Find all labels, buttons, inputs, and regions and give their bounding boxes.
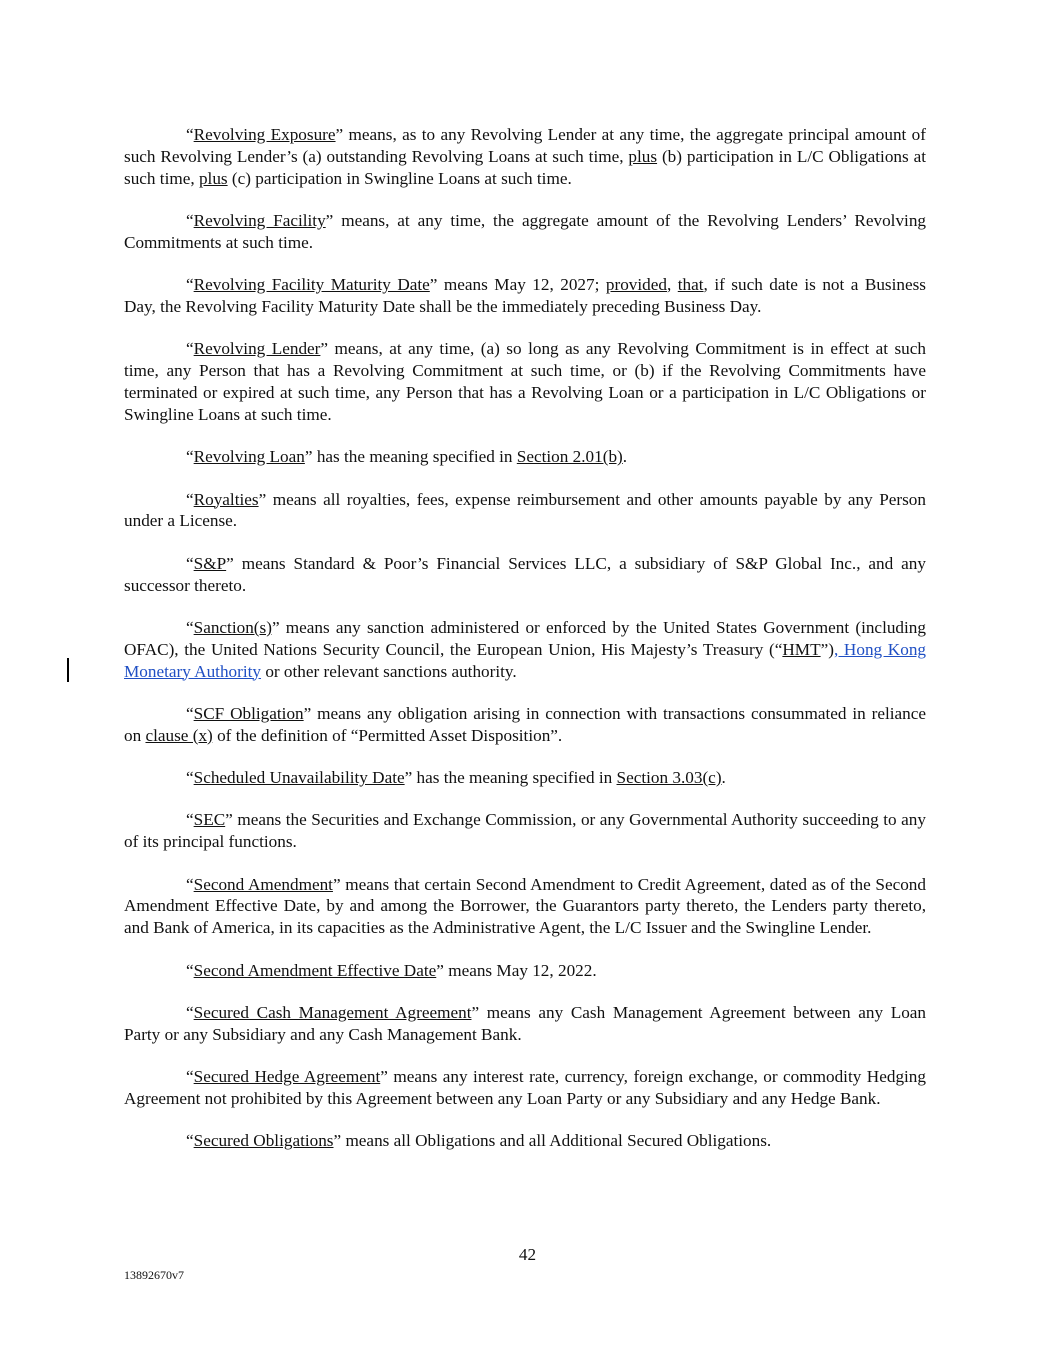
definition-text: .: [721, 768, 726, 788]
definition-sec: [124, 809, 926, 853]
open-quote: “: [186, 617, 194, 637]
close-quote: ”: [429, 275, 438, 295]
definition-revolving-facility: [124, 210, 926, 254]
definition-text: has the meaning specified in: [412, 768, 617, 788]
underlined-word: that: [677, 275, 704, 295]
definition-revolving-loan: [124, 446, 926, 468]
clause-reference: clause (x): [145, 725, 213, 745]
definition-revolving-facility-maturity-date: [124, 274, 926, 318]
close-quote: ”: [436, 960, 444, 980]
definition-text: means any obligation arising in connection with transactions consummated in reliance on: [124, 703, 926, 745]
open-quote: “: [186, 210, 194, 230]
close-quote: ”: [320, 339, 329, 359]
definition-revolving-exposure: [124, 124, 926, 189]
definition-text: , if such date is not a Business Day, the Revolving Facility Maturity Date shall be the immediately preceding Business Day.: [124, 275, 926, 316]
definition-text: means, as to any Revolving Lender at any time, the aggregate principal amount of such Revolving Lender’s (a) outstanding Revolving Loans at such time,: [124, 125, 926, 166]
section-reference: Section 2.01(b): [516, 447, 623, 467]
defined-term: Sanction(s): [193, 617, 272, 637]
definition-secured-hedge-agreement: [124, 1066, 926, 1110]
definition-text: means any interest rate, currency, foreign exchange, or commodity Hedging Agreement not prohibited by this Agreement between any Loan Party or any Subsidiary and any Hedge Bank.: [124, 1067, 926, 1109]
definition-royalties: [124, 489, 926, 533]
open-quote: “: [186, 768, 194, 788]
open-quote: “: [186, 1067, 194, 1087]
defined-term: Revolving Facility: [193, 210, 326, 230]
definition-text: of the definition of “Permitted Asset Disposition”.: [212, 725, 563, 745]
defined-term: Second Amendment: [193, 874, 333, 894]
defined-term: Revolving Exposure: [193, 125, 336, 144]
section-reference: Section 3.03(c): [616, 768, 722, 788]
defined-term: Revolving Facility Maturity Date: [193, 275, 430, 295]
definition-scf-obligation: [124, 703, 926, 747]
defined-term: Scheduled Unavailability Date: [193, 768, 405, 788]
definition-text: means Standard & Poor’s Financial Services LLC, a subsidiary of S&P Global Inc., and any successor thereto.: [124, 553, 926, 595]
definition-scheduled-unavailability-date: [124, 767, 926, 789]
underlined-word: provided: [605, 275, 667, 295]
open-quote: “: [186, 125, 194, 144]
defined-term: Secured Obligations: [193, 1131, 334, 1151]
close-quote: ”: [226, 553, 234, 573]
close-quote: ”: [304, 447, 313, 467]
definition-text: means any Cash Management Agreement between any Loan Party or any Subsidiary and any Cash Management Bank.: [124, 1003, 927, 1044]
definition-text: (c) participation in Swingline Loans at such time.: [227, 168, 572, 188]
revision-change-bar: [67, 658, 69, 682]
close-quote: ”: [325, 210, 334, 230]
open-quote: “: [186, 489, 194, 509]
definition-text: means all royalties, fees, expense reimbursement and other amounts payable by any Person under a License.: [124, 489, 926, 531]
underlined-word: plus: [198, 168, 228, 188]
definition-text: means May 12, 2027;: [437, 275, 606, 295]
close-quote: ”: [471, 1003, 480, 1023]
defined-term: S&P: [193, 553, 227, 573]
definition-sanctions: [124, 617, 926, 682]
close-quote: ”: [380, 1067, 388, 1087]
definition-s-and-p: [124, 553, 926, 597]
close-quote: ”: [225, 810, 233, 830]
close-quote: ”: [404, 768, 413, 788]
document-id: 13892670v7: [124, 1268, 184, 1282]
definition-text: ,: [666, 275, 678, 295]
page-number: 42: [518, 1245, 537, 1264]
definition-revolving-lender: [124, 338, 926, 425]
defined-term: HMT: [782, 639, 821, 659]
defined-term: Revolving Loan: [193, 447, 305, 467]
defined-term: SEC: [193, 810, 226, 830]
open-quote: “: [186, 1131, 194, 1151]
definition-text: means the Securities and Exchange Commission, or any Governmental Authority succeeding to any of its principal functions.: [124, 810, 926, 852]
inserted-text-link[interactable]: , Hong Kong Monetary Authority: [124, 639, 927, 681]
open-quote: “: [186, 275, 194, 295]
open-quote: “: [186, 553, 194, 573]
definition-text: means May 12, 2022.: [443, 960, 597, 980]
definition-second-amendment: [124, 874, 926, 939]
definition-secured-obligations: [124, 1130, 926, 1152]
defined-term: Royalties: [193, 489, 259, 509]
open-quote: “: [186, 874, 194, 894]
definition-secured-cash-management-agreement: [124, 1002, 926, 1046]
definition-text: or other relevant sanctions authority.: [261, 661, 517, 681]
defined-term: SCF Obligation: [193, 703, 304, 723]
open-quote: “: [186, 339, 194, 359]
definition-text: means that certain Second Amendment to Credit Agreement, dated as of the Second Amendment Effective Date, by and among the Borrower, the Guarantors party thereto, the Lenders party thereto, and Bank of America, in its capacities as the Administrative Agent, the L/C Issuer and the Swingline Lender.: [124, 874, 926, 938]
definition-text: means all Obligations and all Additional Secured Obligations.: [341, 1131, 772, 1151]
defined-term: Second Amendment Effective Date: [193, 960, 437, 980]
definition-text: ”): [820, 639, 834, 659]
defined-term: Secured Hedge Agreement: [193, 1067, 381, 1087]
definition-text: .: [622, 447, 628, 467]
open-quote: “: [186, 1003, 194, 1023]
defined-term: Revolving Lender: [193, 339, 321, 359]
close-quote: ”: [303, 703, 312, 723]
definition-text: means, at any time, the aggregate amount of the Revolving Lenders’ Revolving Commitments at such time.: [124, 210, 927, 252]
open-quote: “: [186, 810, 194, 830]
open-quote: “: [186, 960, 194, 980]
definition-text: (b) participation in L/C Obligations at such time,: [124, 146, 926, 188]
underlined-word: plus: [628, 146, 658, 166]
close-quote: ”: [335, 125, 344, 144]
definition-text: has the meaning specified in: [312, 447, 517, 467]
definition-text: means, at any time, (a) so long as any Revolving Commitment is in effect at such time, any Person that has a Revolving Commitment at such time, or (b) if the Revolving Commitments have terminated or expired at such time, any Person that has a Revolving Loan or a participation in L/C Obligations or Swingline Loans at such time.: [124, 339, 926, 424]
close-quote: ”: [332, 874, 341, 894]
close-quote: ”: [258, 489, 267, 509]
definition-text: means any sanction administered or enforced by the United States Government (including OFAC), the United Nations Security Council, the European Union, His Majesty’s Treasury (“: [124, 617, 926, 659]
close-quote: ”: [271, 617, 280, 637]
open-quote: “: [186, 447, 194, 467]
definitions-section: [124, 124, 926, 1173]
open-quote: “: [186, 703, 194, 723]
close-quote: ”: [333, 1131, 342, 1151]
defined-term: Secured Cash Management Agreement: [193, 1003, 472, 1023]
definition-second-amendment-effective-date: [124, 960, 926, 982]
